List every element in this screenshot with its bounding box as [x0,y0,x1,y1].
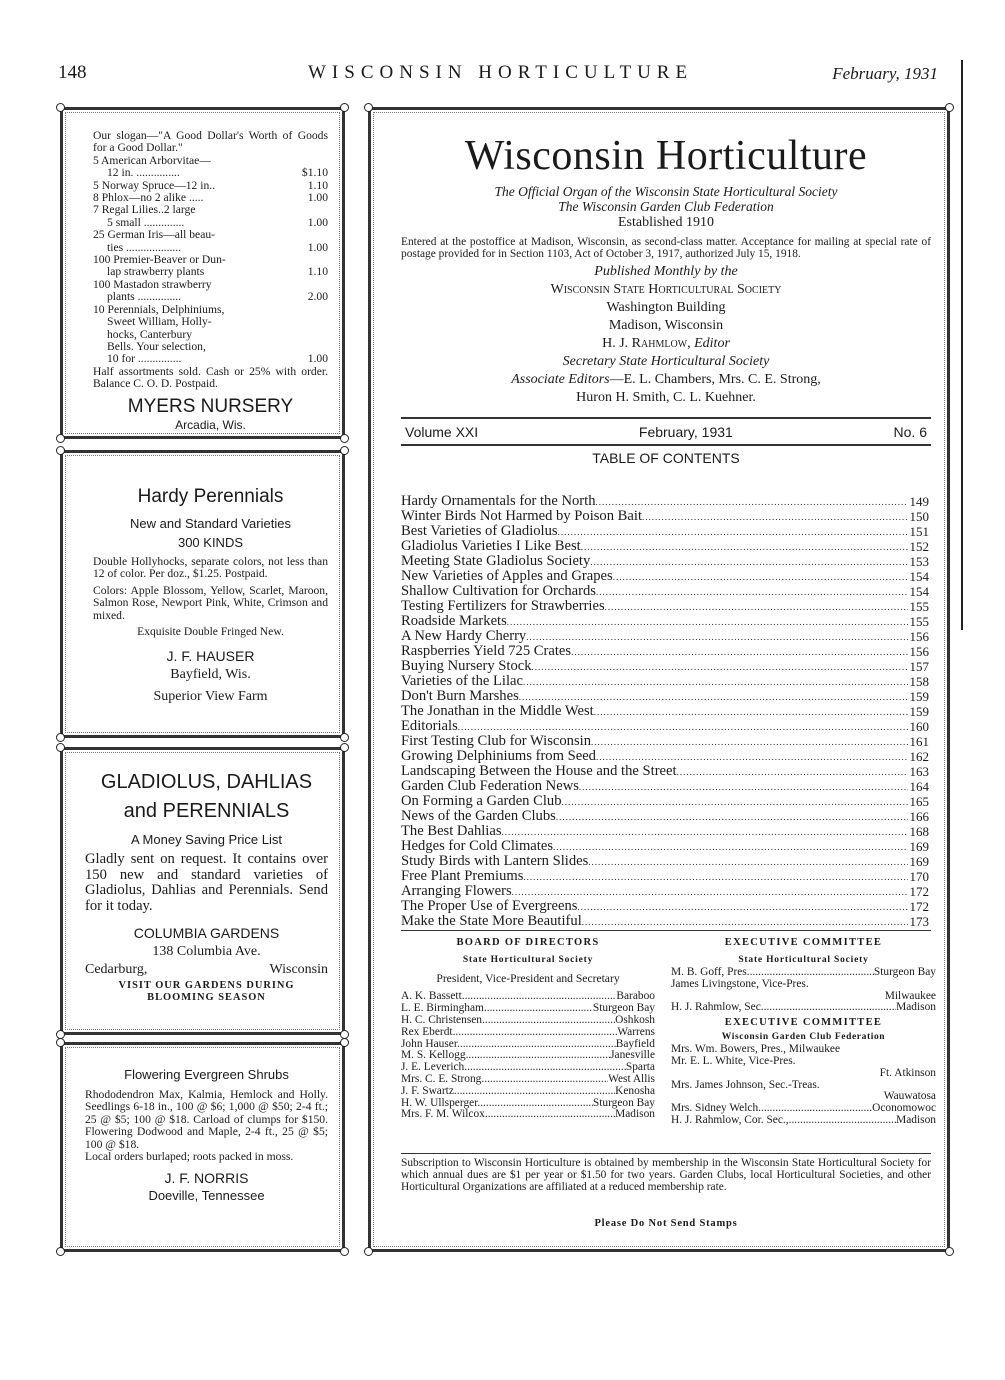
columbia-body: Gladly sent on request. It contains over 150 new and standard varieties of Gladiolus, Dahlias and Perennials. Send for it today. [85,851,328,914]
hauser-city: Bayfield, Wis. [170,667,251,683]
hauser-description: Double Hollyhocks, separate colors, not less than 12 of color. Per doz., $1.25. Postpaid. [93,555,328,581]
directory-row [671,1115,936,1127]
toc-entry-title: A New Hardy Cherry ..... [401,629,908,644]
associate-names-1: —E. L. Chambers, Mrs. C. E. Strong, [609,371,821,387]
member-city: Bayfield [615,1037,655,1050]
item-text: 100 Mastadon strawberry [93,278,212,291]
hauser-ad [60,450,345,738]
toc-entry [401,914,929,929]
columbia-address: 138 Columbia Ave. [152,944,261,960]
toc-entry [401,689,929,704]
toc-entry-title: Meeting State Gladiolus Society ..... [401,554,908,569]
corner-ornament-icon [340,1038,349,1047]
toc-entry-page: 162 [909,749,929,764]
price-list-item [93,279,328,291]
toc-entry-page: 169 [909,839,929,854]
item-text: lap strawberry plants [107,266,205,279]
price-list-item [93,155,328,167]
directory-row [671,1002,936,1014]
toc-entry-title: Study Birds with Lantern Slides ..... [401,854,908,869]
price-list-item [93,266,328,278]
hauser-name: J. F. HAUSER [166,648,255,665]
masthead-city: Madison, Wisconsin [608,317,724,333]
corner-ornament-icon [56,743,65,752]
corner-ornament-icon [56,434,65,443]
member-city: Sturgeon Bay [592,1096,655,1109]
member-city: Madison [896,1113,936,1126]
toc-entry [401,794,929,809]
toc-entry-title: The Jonathan in the Middle West ..... [401,704,908,719]
item-text: 5 American Arborvitae— [93,154,211,167]
price-list-item [93,329,328,341]
masthead-building: Washington Building [606,299,726,315]
columbia-subtitle: A Money Saving Price List [130,832,283,847]
item-text: 25 German Iris—all beau- [93,229,216,242]
exec-federation: Wisconsin Garden Club Federation [721,1032,886,1043]
board-officers: President, Vice-President and Secretary [436,972,620,985]
issue-number: No. 6 [893,423,927,440]
toc-entry [401,524,929,539]
myers-price-list [93,155,328,366]
member-name: Mrs. C. E. Strong ..... [401,1074,608,1086]
item-text: 12 in. ............... [107,167,180,180]
toc-entry-title: Shallow Cultivation for Orchards ..... [401,584,908,599]
member-city: Milwaukee [884,989,936,1002]
corner-ornament-icon [56,1038,65,1047]
toc-entry-page: 155 [909,614,929,629]
item-text: 5 Norway Spruce—12 in.. [93,179,216,192]
toc-entry-page: 153 [909,554,929,569]
price-list-item [93,217,328,229]
member-name: James Livingstone, Vice-Pres. [671,978,809,990]
toc-entry-page: 163 [909,764,929,779]
item-price: 1.10 [307,178,328,192]
member-name: L. E. Birmingham ..... [401,1003,593,1015]
toc-entry-page: 165 [909,794,929,809]
member-city: Kenosha [615,1084,655,1097]
item-price: 1.10 [307,265,328,279]
corner-ornament-icon [945,1247,954,1256]
toc-entry [401,839,929,854]
price-list-item [93,341,328,353]
toc-entry-title: Arranging Flowers ..... [401,884,908,899]
columbia-title-line-1: GLADIOLUS, DAHLIAS [100,771,313,793]
masthead [401,132,931,407]
member-name: Rex Eberdt ..... [401,1027,617,1039]
volume-date: February, 1931 [638,423,733,440]
member-city: Oconomowoc [872,1102,936,1115]
price-list-item [93,192,328,204]
toc-entry [401,719,929,734]
toc-entry-page: 149 [909,494,929,509]
columbia-title-line-2: and PERENNIALS [123,800,290,822]
directory-row [401,1050,655,1062]
price-list-item [93,254,328,266]
toc-entry [401,674,929,689]
member-name [671,1068,880,1080]
member-city: Madison [896,1001,936,1014]
board-of-directors [401,936,655,1121]
member-name: H. C. Christensen ..... [401,1015,615,1027]
price-list-item [93,353,328,365]
norris-ad [60,1042,345,1252]
toc-entry [401,704,929,719]
myers-nursery-ad [60,107,345,439]
member-name: H. W. Ullsperger ..... [401,1098,593,1110]
item-text: 10 for ............... [107,353,182,366]
member-name: Mrs. James Johnson, Sec.-Treas. [671,1079,820,1091]
item-text: plants ............... [107,291,182,304]
masthead-secretary: Secretary State Horticultural Society [562,353,770,369]
toc-entry-title: Hardy Ornamentals for the North ..... [401,494,908,509]
exec-members-society [671,967,936,1014]
toc-entry-title: Don't Burn Marshes ..... [401,689,908,704]
norris-title: Flowering Evergreen Shrubs [124,1067,289,1082]
masthead-postal-entry: Entered at the postoffice at Madison, Wisconsin, as second-class matter. Acceptance for mailing at special rate of postage provided for in Section 1103, Act of October 3, 1917, authorized July 15, 1918. [401,236,931,260]
norris-note: Local orders burlaped; roots packed in moss. [85,1150,294,1164]
editor-title: Editor [694,335,730,351]
directory-row [401,1027,655,1039]
toc-entry-page: 173 [909,914,929,929]
toc-entry-title: Best Varieties of Gladiolus ..... [401,524,908,539]
hauser-kinds: 300 KINDS [177,535,244,550]
toc-entry-title: Roadside Markets ..... [401,614,908,629]
price-list-item [93,304,328,316]
item-price: 2.00 [307,290,328,304]
item-price: 1.00 [307,215,328,229]
directory-row [401,1109,655,1121]
hauser-title: Hardy Perennials [137,486,284,507]
directory-row [401,1086,655,1098]
norris-city: Doeville, Tennessee [148,1188,265,1204]
member-name: Mr. E. L. White, Vice-Pres. [671,1055,796,1067]
item-text: ties ................... [107,241,182,254]
myers-name: MYERS NURSERY [127,395,294,417]
item-text: 5 small .............. [107,216,185,229]
toc-entry-page: 154 [909,569,929,584]
masthead-published: Published Monthly by the [594,263,738,279]
toc-entry-title: Buying Nursery Stock ..... [401,659,908,674]
toc-entry-page: 161 [909,734,929,749]
toc-entry-title: Editorials ..... [401,719,908,734]
toc-entry-title: New Varieties of Apples and Grapes ..... [401,569,908,584]
toc-title: TABLE OF CONTENTS [592,450,740,466]
toc-entry-page: 172 [909,884,929,899]
member-city: West Allis [608,1072,655,1085]
toc-entry-title: Free Plant Premiums ..... [401,869,908,884]
toc-entry-page: 160 [909,719,929,734]
exec-heading: EXECUTIVE COMMITTEE [724,937,883,948]
toc-entry-page: 151 [909,524,929,539]
masthead-title: Wisconsin Horticulture [464,133,868,179]
corner-ornament-icon [364,103,373,112]
hauser-subtitle: New and Standard Varieties [130,516,291,531]
associate-label: Associate Editors [511,371,610,387]
member-city: Oshkosh [615,1014,655,1026]
toc-entry-page: 170 [909,869,929,884]
masthead-federation: The Wisconsin Garden Club Federation [558,199,774,214]
directory-row [671,967,936,979]
price-list-item [93,316,328,328]
toc-entry-title: Winter Birds Not Harmed by Poison Bait ..... [401,509,908,524]
executive-committees [671,936,936,1127]
masthead-established: Established 1910 [617,215,715,230]
toc-entry [401,509,929,524]
item-text: 100 Premier-Beaver or Dun- [93,254,226,267]
item-text: 7 Regal Lilies..2 large [93,204,196,217]
page-edge-rule [961,60,963,630]
page-header [58,62,938,88]
corner-ornament-icon [56,446,65,455]
myers-slogan: Our slogan—"A Good Dollar's Worth of Goods for a Good Dollar." [93,129,328,155]
member-name: H. J. Rahmlow, Sec. ..... [671,1002,896,1014]
toc-entry [401,494,929,509]
toc-entry-title: Raspberries Yield 725 Crates ..... [401,644,908,659]
stamps-note: Please Do Not Send Stamps [594,1218,738,1229]
directory-row [671,1044,936,1056]
toc-entry [401,809,929,824]
toc-entry-title: Landscaping Between the House and the Street ..... [401,764,908,779]
member-name: M. S. Kellogg ..... [401,1050,610,1062]
subscription-note: Subscription to Wisconsin Horticulture is obtained by membership in the Wisconsin State Horticultural Society for which annual dues are $1 per year or $1.50 for two years. Garden Clubs, local Horticultural Societies, and other Horticultural Organizations are affiliated at a reduced membership rate. [401,1153,931,1193]
toc-entry-page: 164 [909,779,929,794]
toc-entry-title: On Forming a Garden Club ..... [401,794,908,809]
toc-entry-page: 158 [909,674,929,689]
hauser-colors: Colors: Apple Blossom, Yellow, Scarlet, Maroon, Salmon Rose, Newport Pink, White, Crimson and mixed. [93,583,328,622]
issue-month: February, 1931 [832,64,938,83]
toc-entry [401,659,929,674]
toc-entry [401,899,929,914]
member-city: Baraboo [616,990,655,1003]
toc-entry [401,554,929,569]
toc-entry [401,734,929,749]
member-city: Sparta [625,1061,655,1074]
toc-entry [401,749,929,764]
directory-row [671,1068,936,1080]
toc-entry [401,644,929,659]
member-city: Warrens [617,1025,655,1038]
member-name [671,991,885,1003]
corner-ornament-icon [340,733,349,742]
item-text: Sweet William, Holly- [107,316,212,329]
toc-entry-title: Garden Club Federation News ..... [401,779,908,794]
item-price: 1.00 [307,352,328,366]
toc-entry [401,539,929,554]
toc-entry-page: 157 [909,659,929,674]
myers-city: Arcadia, Wis. [175,417,246,432]
member-name: John Hauser ..... [401,1039,616,1051]
volume-bar [401,417,931,446]
exec-society: State Horticultural Society [738,955,869,965]
toc-entry [401,584,929,599]
corner-ornament-icon [364,1247,373,1256]
item-text: 10 Perennials, Delphiniums, [93,303,225,316]
member-city: Janesville [610,1049,655,1062]
board-members [401,991,655,1121]
toc-entry [401,884,929,899]
toc-entry-title: The Best Dahlias ..... [401,824,908,839]
toc-entry-page: 152 [909,539,929,554]
toc-entry-title: The Proper Use of Evergreens ..... [401,899,908,914]
member-name: Mrs. F. M. Wilcox ..... [401,1109,615,1121]
table-of-contents [401,494,929,929]
toc-entry [401,569,929,584]
toc-entry-page: 156 [909,629,929,644]
member-name: Mrs. Wm. Bowers, Pres., Milwaukee [671,1044,841,1056]
directory-row [401,1074,655,1086]
toc-entry-page: 172 [909,899,929,914]
item-price: $1.10 [301,166,328,180]
toc-entry [401,764,929,779]
toc-entry-page: 168 [909,824,929,839]
directory-row [671,979,936,991]
corner-ornament-icon [56,1247,65,1256]
volume-number: Volume XXI [405,423,479,440]
member-city: Sturgeon Bay [592,1002,655,1015]
page-number: 148 [58,62,87,83]
board-heading: BOARD OF DIRECTORS [456,937,600,948]
member-name: J. E. Leverich ..... [401,1062,626,1074]
corner-ornament-icon [340,1247,349,1256]
toc-entry-page: 154 [909,584,929,599]
hauser-farm: Superior View Farm [153,689,268,705]
toc-entry-page: 159 [909,689,929,704]
price-list-item [93,291,328,303]
member-name [671,1091,884,1103]
item-price: 1.00 [307,191,328,205]
toc-entry [401,854,929,869]
directory-row [671,1056,936,1068]
member-city: Sturgeon Bay [873,966,936,978]
exec-heading-2: EXECUTIVE COMMITTEE [724,1017,883,1029]
norris-name: J. F. NORRIS [164,1170,249,1187]
price-list-item [93,242,328,254]
member-name: M. B. Goff, Pres. ..... [671,967,874,979]
hauser-extra: Exquisite Double Fringed New. [137,625,284,639]
board-society: State Horticultural Society [462,955,594,965]
corner-ornament-icon [56,103,65,112]
running-title: WISCONSIN HORTICULTURE [308,62,694,83]
corner-ornament-icon [340,446,349,455]
masthead-panel [368,107,950,1252]
corner-ornament-icon [945,103,954,112]
toc-entry-page: 155 [909,599,929,614]
member-city: Wauwatosa [883,1090,936,1103]
toc-entry [401,599,929,614]
toc-entry-title: First Testing Club for Wisconsin ..... [401,734,908,749]
columbia-visit: VISIT OUR GARDENS DURING BLOOMING SEASON [118,980,295,1004]
columbia-name: COLUMBIA GARDENS [133,925,280,942]
toc-entry [401,629,929,644]
columbia-city-left: Cedarburg, [85,962,148,978]
columbia-city-right: Wisconsin [269,962,328,978]
masthead-associates-2: Huron H. Smith, C. L. Kuehner. [576,389,756,405]
item-text: Bells. Your selection, [107,340,206,353]
corner-ornament-icon [340,743,349,752]
toc-entry-page: 166 [909,809,929,824]
masthead-associates [401,371,931,389]
toc-entry-title: Growing Delphiniums from Seed ..... [401,749,908,764]
editor-name: H. J. Rahmlow, [602,335,691,351]
price-list-item [93,180,328,192]
member-name: H. J. Rahmlow, Cor. Sec., ..... [671,1115,896,1127]
toc-entry-page: 169 [909,854,929,869]
item-text: 8 Phlox—no 2 alike ..... [93,192,204,205]
toc-entry [401,779,929,794]
toc-entry-title: Make the State More Beautiful ..... [401,914,908,929]
toc-entry [401,869,929,884]
toc-entry [401,614,929,629]
masthead-organ: The Official Organ of the Wisconsin State Horticultural Society [494,184,838,199]
member-city: Madison [615,1108,655,1121]
toc-entry-page: 159 [909,704,929,719]
member-name: A. K. Bassett ..... [401,991,616,1003]
toc-entry-title: Testing Fertilizers for Strawberries ..... [401,599,908,614]
toc-entry-page: 156 [909,644,929,659]
item-price: 1.00 [307,240,328,254]
price-list-item [93,167,328,179]
toc-entry-page: 150 [909,509,929,524]
member-name: Mrs. Sidney Welch ..... [671,1103,872,1115]
corner-ornament-icon [340,103,349,112]
corner-ornament-icon [56,733,65,742]
toc-entry-title: Varieties of the Lilac ..... [401,674,908,689]
toc-entry [401,824,929,839]
myers-terms: Half assortments sold. Cash or 25% with order. Balance C. O. D. Postpaid. [93,364,328,391]
norris-body: Rhododendron Max, Kalmia, Hemlock and Holly. Seedlings 6-18 in., 100 @ $6; 1,000 @ $50; 2-4 ft.; 25 @ $5; 100 @ $18. Carload of clumps for $150. Flowering Dodwood and Maple, 2-4 ft., 25 @ $5; 100 @ $18. [85,1088,328,1151]
toc-entry-title: Hedges for Cold Climates ..... [401,839,908,854]
price-list-item [93,204,328,216]
toc-entry-title: News of the Garden Clubs ..... [401,809,908,824]
price-list-item [93,229,328,241]
member-city: Ft. Atkinson [879,1066,936,1079]
toc-entry-title: Gladiolus Varieties I Like Best ..... [401,539,908,554]
item-text: hocks, Canterbury [107,328,193,341]
columbia-gardens-ad [60,747,345,1035]
toc-divider [401,930,931,931]
masthead-society: Wisconsin State Horticultural Society [550,281,782,297]
columbia-city [85,962,328,978]
corner-ornament-icon [340,434,349,443]
exec-members-federation [671,1044,936,1127]
member-name: J. F. Swartz ..... [401,1086,615,1098]
masthead-editor [401,335,931,353]
